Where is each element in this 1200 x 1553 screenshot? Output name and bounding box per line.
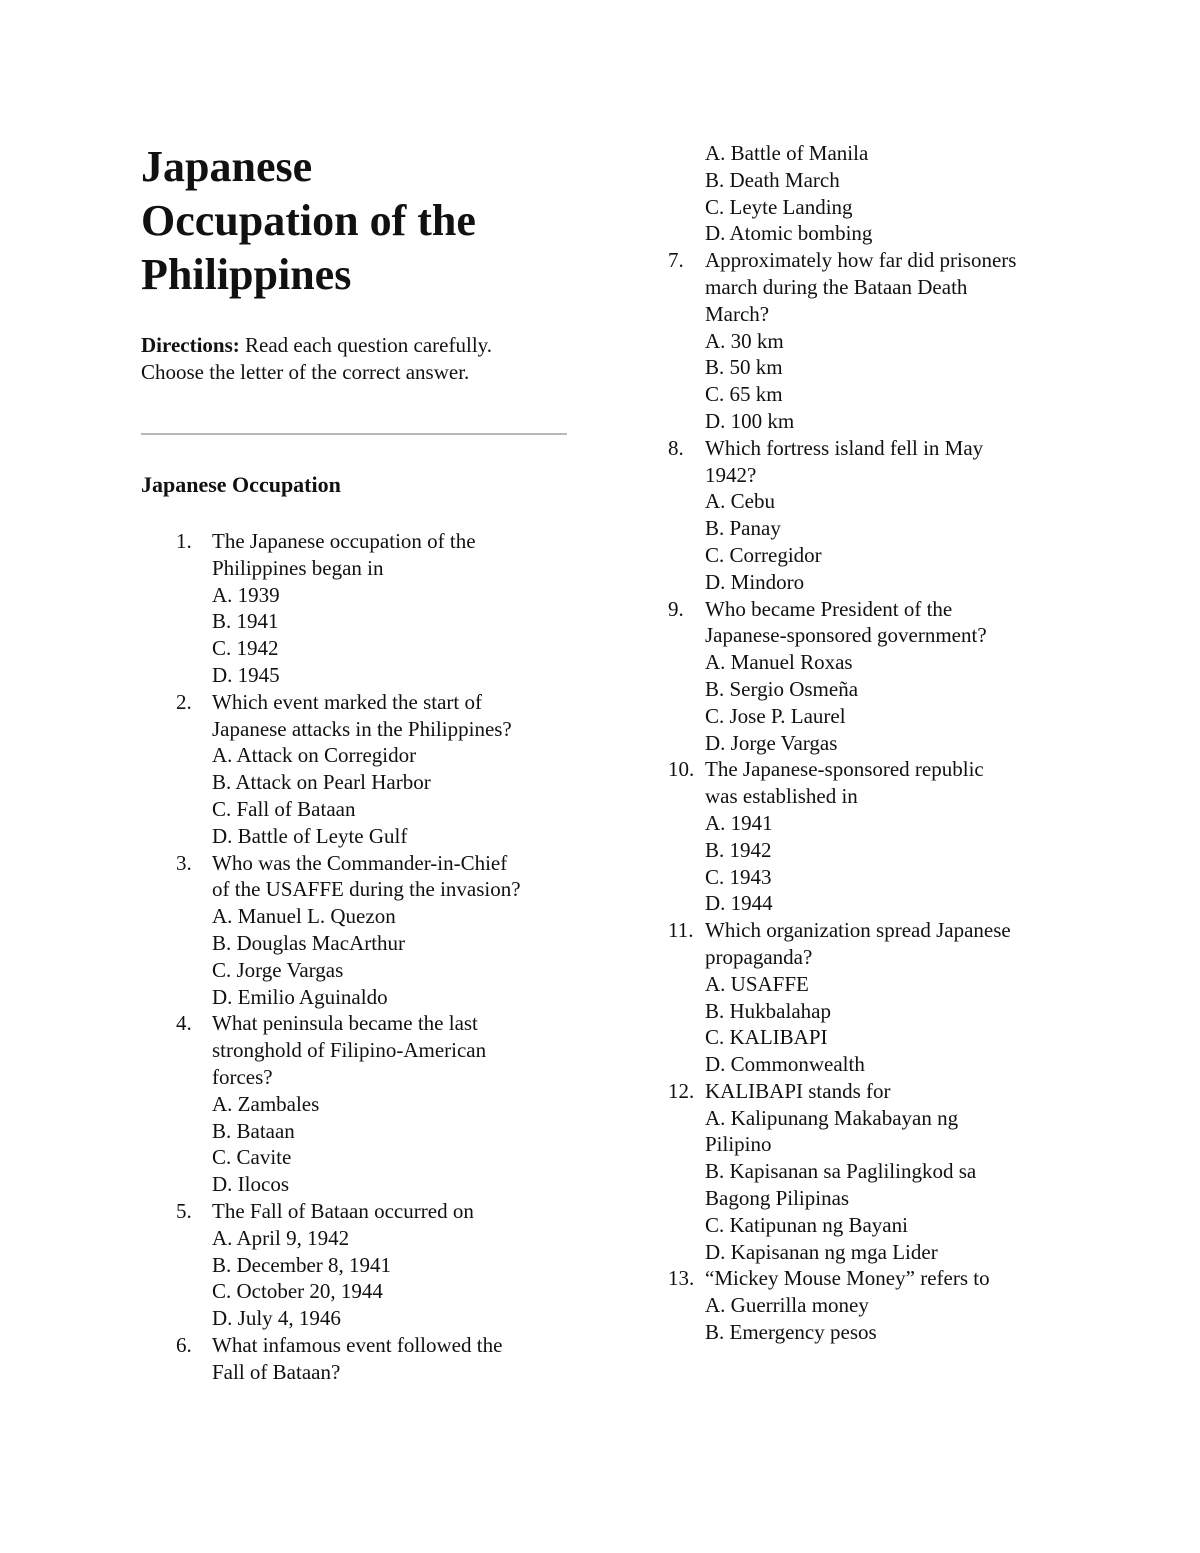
question-stem: KALIBAPI stands for	[705, 1078, 891, 1103]
question-9	[668, 596, 1108, 757]
question-number: 6.	[176, 1332, 192, 1357]
question-list-left	[141, 528, 571, 1386]
continued-options	[668, 140, 1108, 247]
answer-option: C. Jorge Vargas	[212, 957, 344, 982]
answer-option: B. 50 km	[705, 355, 783, 380]
horizontal-divider	[141, 433, 567, 435]
question-stem: Japanese-sponsored government?	[705, 623, 987, 648]
question-number: 7.	[668, 248, 684, 273]
answer-option: B. Panay	[705, 516, 781, 541]
answer-option: B. Hukbalahap	[705, 998, 831, 1023]
title-line: Japanese	[141, 142, 313, 191]
answer-option: A. 30 km	[705, 328, 784, 353]
question-stem: Which fortress island fell in May	[705, 435, 984, 460]
question-number: 2.	[176, 689, 192, 714]
question-stem: Japanese attacks in the Philippines?	[212, 716, 512, 741]
answer-option: D. Commonwealth	[705, 1052, 865, 1077]
title-line: Philippines	[141, 250, 352, 299]
title-line: Occupation of the	[141, 196, 476, 245]
question-stem: Which organization spread Japanese	[705, 918, 1011, 943]
question-7	[668, 247, 1108, 435]
question-5	[141, 1198, 571, 1332]
answer-option: A. Kalipunang Makabayan ng	[705, 1105, 959, 1130]
question-stem: What peninsula became the last	[212, 1011, 478, 1036]
question-number: 5.	[176, 1198, 192, 1223]
answer-option: C. 1943	[705, 864, 772, 889]
question-number: 4.	[176, 1011, 192, 1036]
question-stem: The Japanese occupation of the	[212, 529, 476, 553]
answer-option: A. 1939	[212, 582, 280, 607]
answer-option: D. Emilio Aguinaldo	[212, 984, 388, 1009]
answer-option: D. Jorge Vargas	[705, 730, 838, 755]
question-number: 9.	[668, 596, 684, 621]
question-stem: 1942?	[705, 462, 757, 487]
question-8	[668, 435, 1108, 596]
question-number: 1.	[176, 529, 192, 553]
answer-option: A. Manuel L. Quezon	[212, 904, 396, 929]
answer-option: D. Battle of Leyte Gulf	[212, 823, 408, 848]
answer-option: C. 65 km	[705, 382, 783, 407]
answer-option: D. Kapisanan ng mga Lider	[705, 1239, 938, 1264]
question-stem: The Japanese-sponsored republic	[705, 757, 984, 782]
directions-text: Read each question carefully.	[239, 333, 493, 357]
question-1	[141, 528, 571, 689]
right-column	[668, 140, 1108, 1346]
answer-option: D. 1945	[212, 662, 280, 687]
answer-option: B. Emergency pesos	[705, 1320, 877, 1345]
answer-option: D. Ilocos	[212, 1172, 289, 1197]
answer-option: B. 1942	[705, 837, 772, 862]
left-column	[141, 140, 571, 1386]
answer-option: B. Bataan	[212, 1118, 295, 1143]
question-12	[668, 1078, 1108, 1266]
question-number: 8.	[668, 435, 684, 460]
question-number: 12.	[668, 1078, 695, 1103]
answer-option: B. 1941	[212, 609, 279, 634]
question-stem: Fall of Bataan?	[212, 1359, 341, 1384]
answer-option: B. Kapisanan sa Paglilingkod sa	[705, 1159, 977, 1184]
question-stem: march during the Bataan Death	[705, 274, 968, 299]
answer-option: A. Zambales	[212, 1091, 320, 1116]
answer-option: B. Death March	[705, 167, 840, 192]
answer-option: C. Corregidor	[705, 542, 822, 567]
answer-option: C. Jose P. Laurel	[705, 703, 846, 728]
question-11	[668, 917, 1108, 1078]
answer-option: C. Leyte Landing	[705, 194, 853, 219]
question-stem: forces?	[212, 1064, 273, 1089]
answer-option: A. 1941	[705, 810, 773, 835]
question-number: 3.	[176, 850, 192, 875]
directions	[141, 332, 571, 386]
answer-option: D. Mindoro	[705, 569, 805, 594]
directions-line-1	[141, 332, 571, 359]
answer-option: D. Atomic bombing	[705, 221, 873, 246]
question-2	[141, 689, 571, 850]
answer-option: C. 1942	[212, 636, 279, 661]
directions-line-2: Choose the letter of the correct answer.	[141, 360, 470, 384]
question-stem: What infamous event followed the	[212, 1332, 503, 1357]
answer-option: A. USAFFE	[705, 971, 809, 996]
answer-option: B. Sergio Osmeña	[705, 676, 859, 701]
question-number: 13.	[668, 1266, 695, 1291]
question-6	[141, 1332, 571, 1386]
question-4	[141, 1010, 571, 1198]
question-stem: Approximately how far did prisoners	[705, 248, 1017, 273]
question-stem: The Fall of Bataan occurred on	[212, 1198, 474, 1223]
question-stem: March?	[705, 301, 770, 326]
question-stem: propaganda?	[705, 944, 813, 969]
question-stem: Who was the Commander-in-Chief	[212, 850, 508, 875]
answer-option: D. 1944	[705, 891, 773, 916]
question-stem: of the USAFFE during the invasion?	[212, 877, 521, 902]
answer-option-continued: Pilipino	[705, 1132, 772, 1157]
question-stem: Which event marked the start of	[212, 689, 482, 714]
question-list-right	[668, 247, 1108, 1346]
answer-option: C. Katipunan ng Bayani	[705, 1212, 908, 1237]
answer-option: C. KALIBAPI	[705, 1025, 828, 1050]
question-6-options-continued	[668, 140, 1108, 247]
question-number: 11.	[668, 918, 694, 943]
page-title	[141, 140, 571, 302]
answer-option: C. October 20, 1944	[212, 1279, 383, 1304]
answer-option: B. Attack on Pearl Harbor	[212, 770, 431, 795]
answer-option: A. Guerrilla money	[705, 1293, 869, 1318]
question-number: 10.	[668, 757, 695, 782]
question-3	[141, 850, 571, 1011]
answer-option: B. December 8, 1941	[212, 1252, 392, 1277]
answer-option: A. Manuel Roxas	[705, 650, 853, 675]
answer-option: D. July 4, 1946	[212, 1306, 341, 1331]
answer-option-continued: Bagong Pilipinas	[705, 1186, 850, 1211]
answer-option: A. Attack on Corregidor	[212, 743, 417, 768]
question-stem: “Mickey Mouse Money” refers to	[705, 1266, 990, 1291]
section-heading: Japanese Occupation	[141, 472, 341, 497]
answer-option: C. Cavite	[212, 1145, 292, 1170]
question-stem: Who became President of the	[705, 596, 953, 621]
question-13	[668, 1265, 1108, 1345]
answer-option: B. Douglas MacArthur	[212, 930, 406, 955]
question-10	[668, 756, 1108, 917]
answer-option: A. Battle of Manila	[705, 141, 869, 165]
question-stem: stronghold of Filipino-American	[212, 1038, 487, 1063]
answer-option: A. Cebu	[705, 489, 775, 514]
question-stem: Philippines began in	[212, 555, 384, 580]
answer-option: A. April 9, 1942	[212, 1225, 350, 1250]
directions-label: Directions:	[141, 333, 240, 357]
question-stem: was established in	[705, 784, 858, 809]
answer-option: C. Fall of Bataan	[212, 796, 356, 821]
answer-option: D. 100 km	[705, 408, 795, 433]
